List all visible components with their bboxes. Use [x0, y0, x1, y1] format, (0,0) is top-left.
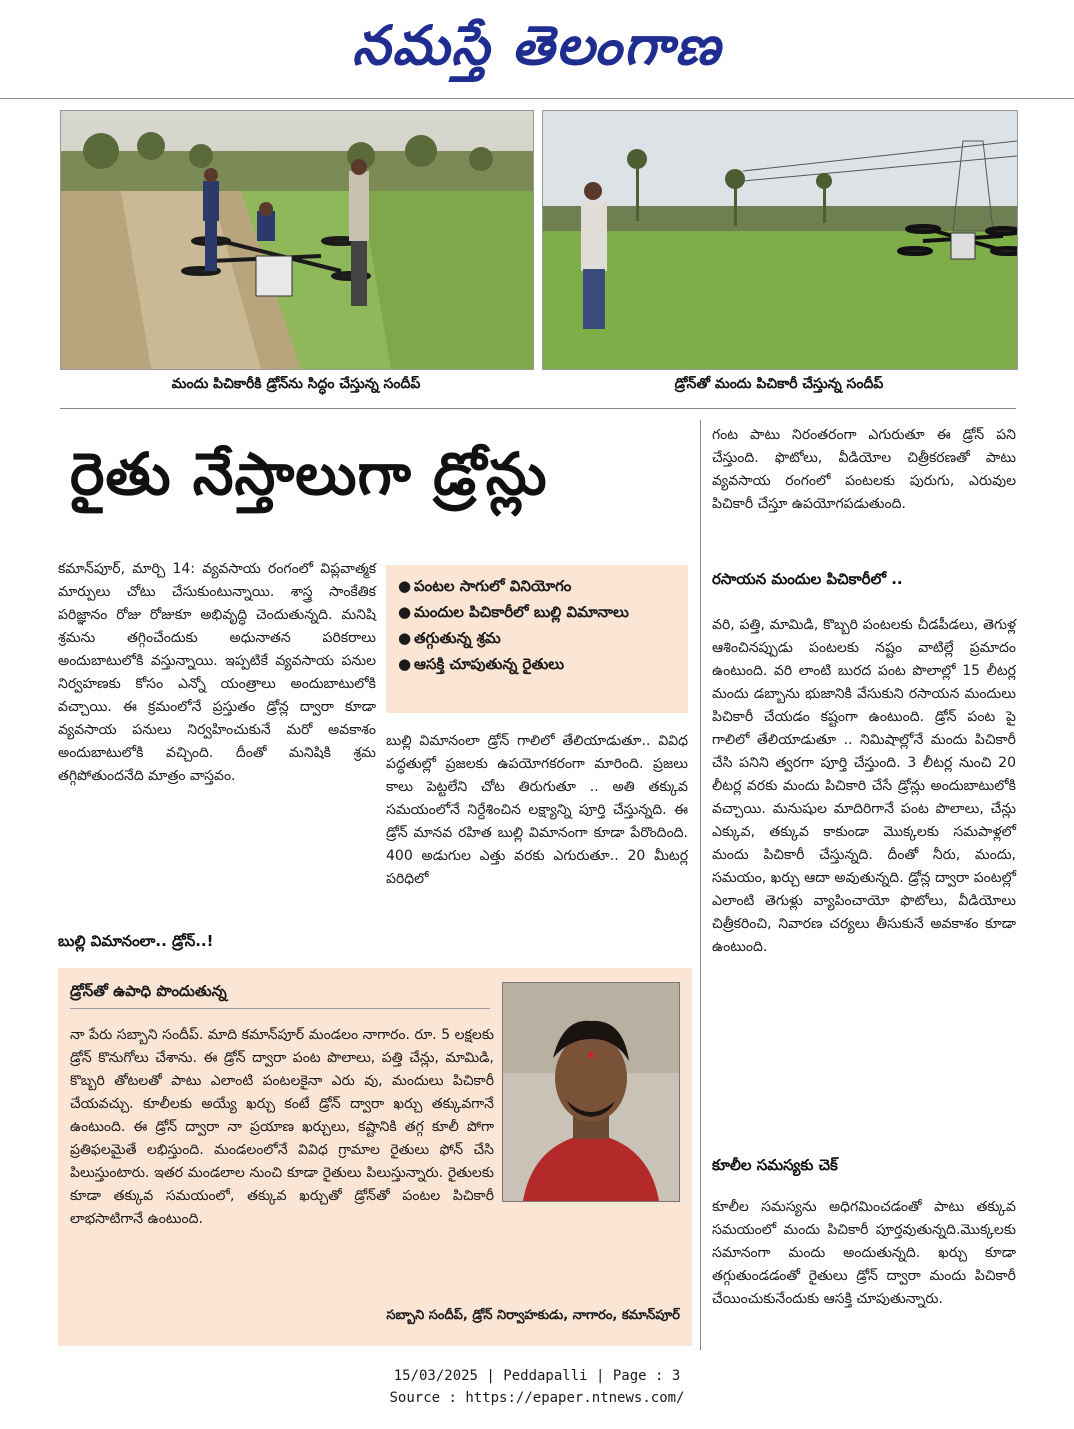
interview-title: డ్రోన్‌తో ఉపాధి పొందుతున్న — [70, 982, 227, 1000]
interview-box — [58, 968, 692, 1346]
masthead-divider — [0, 98, 1074, 99]
highlight-item: ● తగ్గుతున్న శ్రమ — [398, 629, 501, 647]
footer-date-edition: 15/03/2025 | Peddapalli | Page : 3 — [393, 1368, 681, 1384]
masthead-title: నమస్తే తెలంగాణ — [352, 13, 722, 77]
portrait-image — [503, 983, 679, 1201]
column-3-subhead-1: రసాయన మందుల పిచికారీలో .. — [712, 570, 903, 588]
column-3-paragraph-2: వరి, పత్తి, మామిడి, కొబ్బరి పంటలకు చీడపీడలు, తెగుళ్ల ఆశించినప్పుడు పంటలకు నష్టం వాటిల్లే ప్రమాదం ఉంటుంది. వరి లాంటి బురద పంట పొలాల్లో 15 లీటర్ల మందు డబ్బాను భుజానికి వేసుకుని రసాయన మందులు పిచికారీ చేయడం కష్టంగా ఉంటుంది. డ్రోన్ పంట పై గాలిలో తేలియాడుతూ .. నిమిషాల్లోనే మందు పిచికారీ చేసి పనిని త్వరగా పూర్తి చేస్తుంది. 3 లీటర్ల నుంచి 20 లీటర్ల వరకు మందు పిచికారి చేసే డ్రోన్లు అందుబాటులోకి వచ్చాయి. మనుషుల మాదిరిగానే పంట పొలాలు, చేన్లు ఎక్కువ, తక్కువ కాకుండా మొక్కలకు సమపాళ్లలో మందు పిచికారీ చేస్తున్నది. దీంతో నీరు, మందు, సమయం, ఖర్చు ఆదా అవుతున్నది. డ్రోన్ల ద్వారా పంటల్లో ఎలాంటి తెగుళ్లు వ్యాపించాయో ఫొటోలు, వీడియోలు చిత్రీకరించి, నివారణ చర్యలు తీసుకునే అవకాశం కూడా ఉంటుంది. — [712, 617, 1016, 955]
photo-drone-spraying-image — [543, 111, 1017, 369]
column-divider — [700, 420, 701, 1350]
highlight-item: ● మందుల పిచికారీలో బుల్లి విమానాలు — [398, 603, 629, 621]
photo-drone-preparation — [60, 110, 534, 370]
highlights-box — [386, 565, 688, 713]
highlight-item: ● ఆసక్తి చూపుతున్న రైతులు — [398, 655, 565, 673]
caption-divider — [60, 408, 1016, 409]
interview-paragraph: నా పేరు సబ్బాని సందీప్. మాది కమాన్‌పూర్ మండలం నాగారం. రూ. 5 లక్షలకు డ్రోన్ కొనుగోలు చేశాను. ఈ డ్రోన్ ద్వారా పంట పొలాలు, పత్తి చేన్లు, మామిడి, కొబ్బరి తోటలతో పాటు ఎలాంటి పంటలకైనా ఎరు వు, మందులు పిచికారీ చేయవచ్చు. కూలీలకు అయ్యే ఖర్చు కంటే డ్రోన్ ద్వారా ఖర్చు తక్కువగానే ఉంటుంది. ఈ డ్రోన్ ద్వారా నా ప్రయాణ ఖర్చులు, కష్టానికి తగ్గ కూలీ పోగా ప్రతిఫలమైతే లభిస్తుంది. మండలంలోనే వివిధ గ్రామాల రైతులు ఫోన్ చేసి పిలుస్తుంటారు. ఇతర మండలాల నుంచి కూడా రైతులు పిలుస్తున్నారు. రైతులకు కూడా తక్కువ సమయంలో, తక్కువ ఖర్చుతో డ్రోన్‌తో పంటల పిచికారీ లాభసాటిగానే ఉంటుంది. — [70, 1027, 494, 1227]
column-1-subhead: బుల్లి విమానంలా.. డ్రోన్..! — [58, 932, 214, 950]
portrait-photo — [502, 982, 680, 1202]
column-3-paragraph-1: గంట పాటు నిరంతరంగా ఎగురుతూ ఈ డ్రోన్ పని చేస్తుంది. ఫొటోలు, వీడియోల చిత్రీకరణతో పాటు వ్యవసాయ రంగంలో పంటలకు పురుగు, ఎరువుల పిచికారీ చేస్తూ ఉపయోగపడుతుంది. — [712, 427, 1016, 512]
photo-caption-2: డ్రోన్‌తో మందు పిచికారీ చేస్తున్న సందీప్ — [674, 376, 884, 392]
photo-drone-spraying — [542, 110, 1018, 370]
column-2-paragraph: బుల్లి విమానంలా డ్రోన్ గాలిలో తేలియాడుతూ.. వివిధ పద్ధతుల్లో ప్రజలకు ఉపయోగకరంగా మారింది. ప్రజలు కాలు పెట్టలేని చోట తిరుగుతూ .. అతి తక్కువ సమయంలోనే నిర్దేశించిన లక్ష్యాన్ని పూర్తి చేస్తున్నది. ఈ డ్రోన్ మానవ రహిత బుల్లి విమానంగా కూడా పేరొందింది. 400 అడుగుల ఎత్తు వరకు ఎగురుతూ.. 20 మీటర్ల పరిధిలో — [386, 733, 688, 887]
interview-signature: సబ్బాని సందీప్, డ్రోన్ నిర్వాహకుడు, నాగారం, కమాన్‌పూర్ — [386, 1308, 680, 1323]
highlight-item: ● పంటల సాగులో వినియోగం — [398, 577, 572, 595]
photo-drone-preparation-image — [61, 111, 533, 369]
interview-title-rule — [70, 1008, 490, 1009]
photo-caption-1: మందు పిచికారీకి డ్రోన్‌ను సిద్ధం చేస్తున్న సందీప్ — [171, 376, 421, 392]
column-3-subhead-2: కూలీల సమస్యకు చెక్ — [712, 1156, 838, 1174]
headline: రైతు నేస్తాలుగా డ్రోన్లు — [70, 440, 548, 508]
column-3-paragraph-3: కూలీల సమస్యను అధిగమించడంతో పాటు తక్కువ సమయంలో మందు పిచికారీ పూర్తవుతున్నది.మొక్కలకు సమానంగా మందు అందుతున్నది. ఖర్చు కూడా తగ్గుతుండడంతో రైతులు డ్రోన్ ద్వారా మందు పిచికారీ చేయించుకునేందుకు ఆసక్తి చూపుతున్నారు. — [712, 1199, 1016, 1307]
interview-paragraph-lead — [70, 1024, 494, 1231]
column-1-paragraph: కమాన్‌పూర్, మార్చి 14: వ్యవసాయ రంగంలో విప్లవాత్మక మార్పులు చోటు చేసుకుంటున్నాయి. శాస్త్ర సాంకేతిక పరిజ్ఞానం రోజు రోజుకూ అభివృద్ధి చెందుతున్నది. మనిషి శ్రమను తగ్గించేందుకు అధునాతన పరికరాలు అందుబాటులోకి వస్తున్నాయి. ఇప్పటికే వ్యవసాయ పనుల నిర్వహణకు కోసం ఎన్నో యంత్రాలు అందుబాటులోకి వచ్చాయి. ఈ క్రమంలోనే ప్రస్తుతం డ్రోన్ల ద్వారా కూడా వ్యవసాయ పనులు నిర్వహించుకునే మరో అవకాశం అందుబాటులోకి వచ్చింది. దీంతో మనిషికి శ్రమ తగ్గిపోతుందనేది మాత్రం వాస్తవం. — [58, 561, 376, 784]
footer-source: Source : https://epaper.ntnews.com/ — [389, 1390, 685, 1406]
